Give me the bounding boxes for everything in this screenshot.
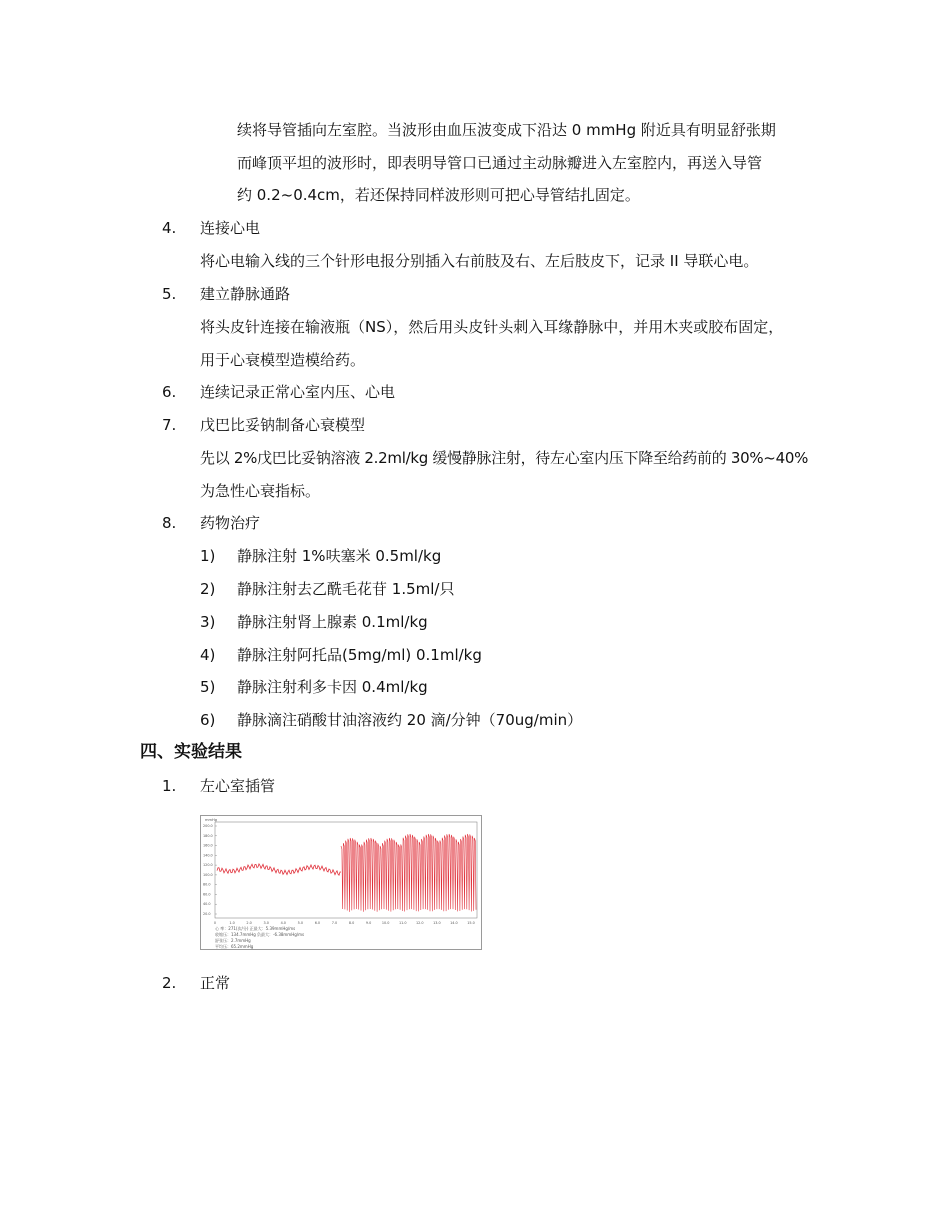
x-tick-label: 8.0 (348, 921, 355, 925)
step-body: 将心电输入线的三个针形电报分别插入右前肢及右、左后肢皮下，记录 II 导联心电。 (200, 252, 759, 270)
paragraph-line: 约 0.2~0.4cm，若还保持同样波形则可把心导管结扎固定。 (237, 186, 640, 204)
paragraph-line: 而峰顶平坦的波形时，即表明导管口已通过主动脉瓣进入左室腔内，再送入导管 (237, 154, 763, 172)
sub-item-number: 1) (200, 547, 216, 565)
x-tick-label: 5.0 (297, 921, 304, 925)
x-tick-label: 12.0 (416, 921, 424, 925)
y-tick-label: 60.0 (203, 892, 211, 897)
y-tick-label: 120.0 (203, 863, 213, 868)
x-tick-label: 6.0 (314, 921, 321, 925)
figure-footer-line: 心 率：271(次/分) 正最大：5.39mmHg/ms (215, 926, 296, 931)
section-heading: 四、实验结果 (140, 742, 242, 762)
x-tick-label: 3.0 (263, 921, 269, 925)
y-tick-label: 200.0 (203, 824, 213, 828)
step-title: 连接心电 (200, 219, 261, 237)
result-number: 1. (162, 777, 177, 795)
y-tick-label: 80.0 (203, 882, 211, 887)
figure-footer-line: 收缩压：134.7mmHg 负最大：-6.38mmHg/ms (215, 932, 305, 937)
x-tick-label: 4.0 (280, 921, 286, 925)
y-tick-label: 40.0 (203, 902, 211, 907)
x-tick-label: 10.0 (381, 921, 390, 925)
x-tick-label: 0 (213, 921, 217, 925)
sub-item-text: 静脉注射阿托品(5mg/ml) 0.1ml/kg (237, 646, 482, 664)
result-number: 2. (162, 974, 177, 992)
y-tick-label: 20.0 (203, 912, 211, 916)
y-tick-label: 100.0 (203, 872, 213, 877)
step-body: 先以 2%戊巴比妥钠溶液 2.2ml/kg 缓慢静脉注射，待左心室内压下降至给药前的 30%~40% (200, 449, 809, 467)
step-number: 5. (162, 285, 177, 303)
sub-item-number: 6) (200, 711, 216, 729)
sub-item-text: 静脉滴注硝酸甘油溶液约 20 滴/分钟（70ug/min） (237, 711, 583, 729)
x-tick-label: 15.0 (467, 921, 475, 925)
result-title: 左心室插管 (200, 777, 276, 795)
step-number: 8. (162, 514, 177, 532)
step-title: 药物治疗 (200, 514, 261, 532)
unit-label: mmHg (205, 818, 217, 822)
step-title: 连续记录正常心室内压、心电 (200, 383, 396, 401)
x-tick-label: 9.0 (365, 921, 372, 925)
sub-item-text: 静脉注射肾上腺素 0.1ml/kg (237, 613, 428, 631)
sub-item-number: 5) (200, 678, 216, 696)
y-tick-label: 160.0 (203, 843, 213, 848)
figure-footer-line: 舒张压：2.7mmHg (215, 938, 251, 943)
x-tick-label: 11.0 (398, 921, 407, 925)
step-number: 6. (162, 383, 177, 401)
x-tick-label: 13.0 (433, 921, 441, 925)
x-tick-label: 14.0 (450, 921, 458, 925)
y-tick-label: 180.0 (203, 833, 213, 838)
plot-frame (215, 822, 477, 918)
figure-footer-line: 平均压：65.2mmHg (215, 944, 254, 949)
pressure-recording-figure (200, 815, 482, 950)
result-title: 正常 (200, 974, 231, 992)
paragraph-line: 续将导管插向左室腔。当波形由血压波变成下沿达 0 mmHg 附近具有明显舒张期 (237, 121, 776, 139)
step-number: 4. (162, 219, 177, 237)
step-title: 建立静脉通路 (200, 285, 291, 303)
sub-item-number: 2) (200, 580, 216, 598)
y-tick-label: 140.0 (203, 853, 213, 858)
x-tick-label: 1.0 (229, 921, 235, 925)
step-body: 将头皮针连接在输液瓶（NS），然后用头皮针头刺入耳缘静脉中，并用木夹或胶布固定， (200, 318, 784, 336)
x-tick-label: 2.0 (246, 921, 252, 925)
sub-item-number: 3) (200, 613, 216, 631)
step-body: 用于心衰模型造模给药。 (200, 351, 366, 369)
sub-item-text: 静脉注射去乙酰毛花苷 1.5ml/只 (237, 580, 455, 598)
sub-item-number: 4) (200, 646, 216, 664)
pressure-trace-oscillation (341, 834, 476, 912)
pressure-trace-baseline (217, 864, 341, 875)
sub-item-text: 静脉注射 1%呋塞米 0.5ml/kg (237, 547, 442, 565)
x-tick-label: 7.0 (331, 921, 338, 925)
sub-item-text: 静脉注射利多卡因 0.4ml/kg (237, 678, 428, 696)
step-title: 戊巴比妥钠制备心衰模型 (200, 416, 366, 434)
step-body: 为急性心衰指标。 (200, 482, 321, 500)
step-number: 7. (162, 416, 177, 434)
